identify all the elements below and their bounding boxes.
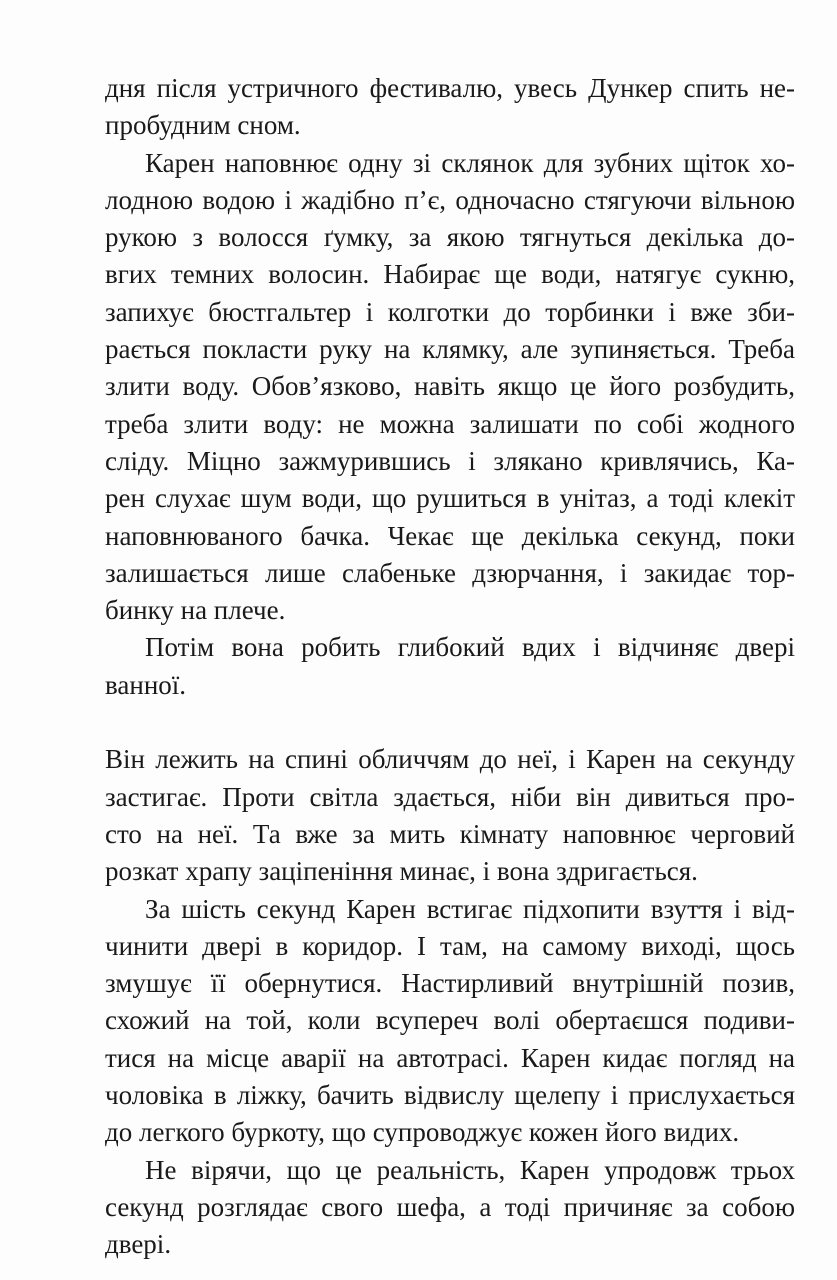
text-line: Карен наповнює одну зі склянок для зубних щіток хо- <box>145 147 795 178</box>
text-line: тися на місце аварії на автотрасі. Карен кидає погляд на <box>105 1042 795 1073</box>
text-line: сто на неї. Та вже за мить кімнату наповнює черговий <box>105 818 795 849</box>
text-line: бинку на плече. <box>105 595 286 626</box>
text-line: Не вірячи, що це реальність, Карен упродовж трьох <box>145 1154 795 1185</box>
text-line: рається покласти руку на клямку, але зупиняється. Треба <box>105 334 795 365</box>
paragraph-5 <box>105 891 795 1152</box>
text-line: дня після устричного фестивалю, увесь Дункер спить не- <box>105 73 795 103</box>
text-line: двері. <box>105 1229 172 1260</box>
text-line: вгих темних волосин. Набирає ще води, натягує сукню, <box>105 259 795 290</box>
paragraph-1 <box>105 70 795 145</box>
text-line: лодною водою і жадібно п’є, одночасно стягуючи вільною <box>105 184 795 215</box>
text-line: розкат храпу заціпеніння минає, і вона здригається. <box>105 856 698 887</box>
paragraph-2 <box>105 145 795 630</box>
text-line: ванної. <box>105 669 187 700</box>
text-line: Потім вона робить глибокий вдих і відчиняє двері <box>145 632 795 663</box>
section-break <box>105 704 795 741</box>
text-line: наповнюваного бачка. Чекає ще декілька секунд, поки <box>105 520 795 551</box>
text-line: пробудним сном. <box>105 110 301 141</box>
text-line: застигає. Проти світла здається, ніби він дивиться про- <box>105 781 795 812</box>
text-line: чинити двері в коридор. І там, на самому виході, щось <box>105 930 795 961</box>
text-line: залишається лише слабеньке дзюрчання, і закидає тор- <box>105 557 795 588</box>
paragraph-4 <box>105 741 795 890</box>
text-line: За шість секунд Карен встигає підхопити взуття і від- <box>145 893 795 924</box>
text-line: треба злити воду: не можна залишати по собі жодного <box>105 408 795 439</box>
paragraph-3 <box>105 629 795 704</box>
text-line: запихує бюстгальтер і колготки до торбинки і вже зби- <box>105 296 795 327</box>
text-line: рукою з волосся ґумку, за якою тягнуться декілька до- <box>105 222 795 253</box>
text-line: змушує її обернутися. Настирливий внутрішній позив, <box>105 968 795 999</box>
text-line: рен слухає шум води, що рушиться в унітаз, а тоді клекіт <box>105 483 795 514</box>
text-line: Він лежить на спині обличчям до неї, і Карен на секунду <box>105 744 795 775</box>
text-line: до легкого буркоту, що супроводжує кожен його видих. <box>105 1117 740 1148</box>
text-line: чоловіка в ліжку, бачить відвислу щелепу і прислухається <box>105 1080 795 1111</box>
text-line: сліду. Міцно зажмурившись і злякано кривлячись, Ка- <box>105 445 795 476</box>
page-text <box>105 70 795 1264</box>
text-line: схожий на той, коли всупереч волі обертаєшся подиви- <box>105 1005 795 1036</box>
paragraph-6 <box>105 1152 795 1264</box>
text-line: секунд розглядає свого шефа, а тоді причиняє за собою <box>105 1191 795 1222</box>
text-line: злити воду. Обов’язково, навіть якщо це його розбудить, <box>105 371 795 402</box>
